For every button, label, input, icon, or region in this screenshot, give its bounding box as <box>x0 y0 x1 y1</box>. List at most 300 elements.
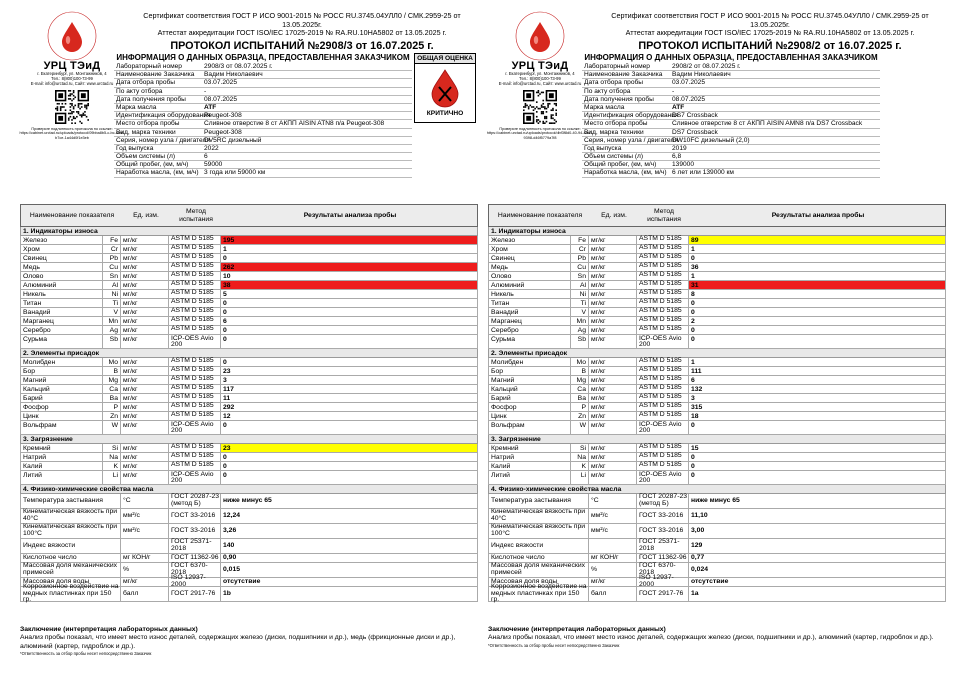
test-method: ГОСТ 11362-96 <box>637 554 689 562</box>
result-value: 195 <box>221 236 477 244</box>
result-value: 11 <box>223 395 231 402</box>
table-row <box>488 494 946 509</box>
element-symbol: Al <box>103 281 121 289</box>
unit: мг/кг <box>589 403 637 411</box>
test-method: ASTM D 5185 <box>169 263 221 271</box>
result-value: 0 <box>223 309 227 316</box>
element-symbol: Ti <box>103 299 121 307</box>
test-method: ASTM D 5185 <box>637 412 689 420</box>
unit: мг/кг <box>589 471 637 484</box>
col-unit: Ед. изм. <box>133 211 159 219</box>
unit: % <box>121 563 169 577</box>
table-row <box>488 524 946 539</box>
table-row <box>488 403 946 412</box>
lab-logo-icon <box>514 10 566 62</box>
unit: мг/кг <box>589 272 637 280</box>
unit: мг/кг <box>589 462 637 470</box>
cert-accreditation: Аттестат аккредитации ГОСТ ISO/IEC 17025-2019 № RA.RU.10НА5802 от 13.05.2025 г. <box>157 28 447 38</box>
unit: мг/кг <box>121 403 169 411</box>
sample-info-key: Дата получения пробы <box>116 95 186 103</box>
sample-info-row <box>582 145 880 153</box>
element-symbol: P <box>571 403 589 411</box>
indicator-name: Марганец <box>21 317 103 325</box>
sample-info-header: ИНФОРМАЦИЯ О ДАННЫХ ОБРАЗЦА, ПРЕДОСТАВЛЕННАЯ ЗАКАЗЧИКОМ <box>116 53 410 62</box>
table-row <box>20 263 478 272</box>
table-row <box>20 358 478 367</box>
lab-address: г. Екатеринбург, ул. Монтажников, 4 <box>505 71 575 76</box>
result-value: 36 <box>691 264 699 271</box>
cert-accreditation: Аттестат аккредитации ГОСТ ISO/IEC 17025-2019 № RA.RU.10НА5802 от 13.05.2025 г. <box>625 28 915 38</box>
indicator-name: Олово <box>21 272 103 280</box>
element-symbol: Ba <box>571 394 589 402</box>
test-method: ASTM D 5185 <box>637 272 689 280</box>
table-row <box>20 376 478 385</box>
result-value: 23 <box>221 444 477 452</box>
test-method: ASTM D 5185 <box>169 281 221 289</box>
result-value: 6 <box>223 318 227 325</box>
test-method: ASTM D 5185 <box>637 376 689 384</box>
result-value: 0,90 <box>223 553 237 561</box>
result-value: 3 <box>223 377 227 384</box>
section-header: 1. Индикаторы износа <box>488 227 946 236</box>
sample-info-table <box>114 63 412 178</box>
element-symbol: Na <box>571 453 589 461</box>
table-row <box>20 272 478 281</box>
indicator-name: Литий <box>489 471 571 484</box>
indicator-name: Бор <box>21 367 103 375</box>
result-value: ниже минус 65 <box>691 496 740 504</box>
sample-info-key: Дата получения пробы <box>584 95 654 103</box>
indicator-name: Олово <box>489 272 571 280</box>
indicator-name: Кинематическая вязкость при 40°C <box>489 509 589 523</box>
result-value: 0,77 <box>691 553 705 561</box>
sample-info-header: ИНФОРМАЦИЯ О ДАННЫХ ОБРАЗЦА, ПРЕДОСТАВЛЕННАЯ ЗАКАЗЧИКОМ <box>584 53 878 62</box>
result-value: 3,00 <box>691 526 705 534</box>
table-row <box>488 245 946 254</box>
unit: мг/кг <box>121 394 169 402</box>
sample-info-value: Сливное отверстие 8 ст АКПП AISIN ATN8 п/а Peugeot-308 <box>204 120 385 128</box>
results-table <box>488 204 946 602</box>
sample-info-key: По акту отбора <box>116 87 163 95</box>
element-symbol: Cu <box>103 263 121 271</box>
test-method: ASTM D 5185 <box>169 290 221 298</box>
element-symbol: Ag <box>103 326 121 334</box>
element-symbol: V <box>103 308 121 316</box>
element-symbol: B <box>103 367 121 375</box>
sample-info-value: Вадим Николаевич <box>672 71 731 79</box>
lab-phone: Тел.: 8(800)100-73-99 <box>519 76 561 81</box>
result-value: 262 <box>221 263 477 271</box>
table-row <box>488 317 946 326</box>
test-method: ASTM D 5185 <box>169 367 221 375</box>
test-method: ASTM D 5185 <box>169 394 221 402</box>
indicator-name: Никель <box>21 290 103 298</box>
result-value: 0,015 <box>223 565 241 573</box>
result-value: 315 <box>691 404 703 411</box>
section-header: 2. Элементы присадок <box>488 349 946 358</box>
protocol-2908-2 <box>486 0 948 679</box>
test-method: ASTM D 5185 <box>637 263 689 271</box>
indicator-name: Кальций <box>21 385 103 393</box>
conclusion-title: Заключение (интерпретация лабораторных данных) <box>20 626 198 633</box>
sample-info-row <box>582 63 880 71</box>
sample-info-key: Идентификация оборудования <box>116 112 211 120</box>
test-method: ICP-OES Avio 200 <box>637 471 689 484</box>
test-method: ГОСТ 25371-2018 <box>169 539 221 553</box>
indicator-name: Кремний <box>21 444 103 452</box>
result-value: 0 <box>691 472 695 479</box>
table-row <box>20 509 478 524</box>
indicator-name: Титан <box>21 299 103 307</box>
indicator-name: Кислотное число <box>489 554 589 562</box>
result-value: 140 <box>223 541 235 549</box>
table-row <box>488 444 946 453</box>
test-method: ASTM D 5185 <box>169 299 221 307</box>
verify-link[interactable]: https://cabinet.urctad.ru/uploads/protocol/09bba8b5-c-bc-4bfd-b7ce-1a44d0f1e3eb <box>19 131 125 140</box>
unit: мг/кг <box>121 317 169 325</box>
sample-info-value: 2019 <box>672 144 687 152</box>
result-value: 0 <box>223 454 227 461</box>
result-value: 11,10 <box>691 511 708 519</box>
unit: мг/кг <box>121 272 169 280</box>
indicator-name: Серебро <box>489 326 571 334</box>
result-value: 0 <box>691 463 695 470</box>
section-header: 1. Индикаторы износа <box>20 227 478 236</box>
conclusion-title: Заключение (интерпретация лабораторных данных) <box>488 626 666 633</box>
test-method: ASTM D 5185 <box>169 412 221 420</box>
indicator-name: Вольфрам <box>489 421 571 434</box>
unit: мг/кг <box>589 281 637 289</box>
sample-info-key: Место отбора пробы <box>116 120 180 128</box>
indicator-name: Серебро <box>21 326 103 334</box>
test-method: ASTM D 5185 <box>637 317 689 325</box>
test-method: ГОСТ 6370-2018 <box>637 563 689 577</box>
protocol-title: ПРОТОКОЛ ИСПЫТАНИЙ №2908/3 от 16.07.2025 г. <box>170 40 434 52</box>
sample-info-row <box>582 120 880 128</box>
indicator-name: Свинец <box>489 254 571 262</box>
result-value: 0 <box>691 422 695 429</box>
lab-block <box>486 10 594 140</box>
results-table <box>20 204 478 602</box>
sample-info-value: - <box>204 87 207 95</box>
result-value: 0 <box>223 463 227 470</box>
certificates <box>596 12 944 38</box>
test-method: ASTM D 5185 <box>637 326 689 334</box>
result-value: 0 <box>223 422 227 429</box>
result-value: 0 <box>223 472 227 479</box>
test-method: ГОСТ 2917-76 <box>637 587 689 601</box>
table-row <box>488 509 946 524</box>
result-value: 15 <box>691 445 699 452</box>
indicator-name: Свинец <box>21 254 103 262</box>
test-method: ASTM D 5185 <box>637 462 689 470</box>
result-value: 129 <box>691 541 703 549</box>
unit: мг/кг <box>589 335 637 348</box>
test-method: ASTM D 5185 <box>637 245 689 253</box>
table-row <box>20 582 478 604</box>
col-method: Метод испытания <box>647 207 681 223</box>
table-row <box>488 308 946 317</box>
table-row <box>20 394 478 403</box>
unit: мг/кг <box>121 462 169 470</box>
unit: мг/кг <box>121 358 169 366</box>
test-method: ASTM D 5185 <box>169 236 221 244</box>
sample-info-key: Наработка масла, (км, м/ч) <box>584 169 667 177</box>
unit: мг/кг <box>589 444 637 452</box>
result-value: 0 <box>691 309 695 316</box>
element-symbol: Mg <box>571 376 589 384</box>
verify-link[interactable]: https://cabinet.urctad.ru/uploads/protocol/dbf3f8d0-40-94-4aa3-9398-d46f5779a7f8 <box>486 131 594 140</box>
sample-info-key: Дата отбора пробы <box>116 79 176 87</box>
unit: мг/кг <box>121 421 169 434</box>
sample-info-row <box>114 137 412 145</box>
test-method: ГОСТ 20287-23 (метод Б) <box>171 493 220 507</box>
unit: мг/кг <box>589 412 637 420</box>
element-symbol: Mo <box>103 358 121 366</box>
sample-info-key: Вид, марка техники <box>584 128 644 136</box>
table-row <box>488 236 946 245</box>
indicator-name: Массовая доля воды <box>489 578 589 586</box>
table-row <box>20 254 478 263</box>
test-method: ГОСТ 2917-76 <box>169 587 221 601</box>
sample-info-value: DV5RC дизельный <box>204 136 262 144</box>
result-value: 0 <box>223 359 227 366</box>
sample-info-value: 6 лет или 139000 км <box>672 169 734 177</box>
result-value: 89 <box>689 236 945 244</box>
result-value: 23 <box>223 368 231 375</box>
unit: мг/кг <box>589 394 637 402</box>
test-method: ASTM D 5185 <box>637 308 689 316</box>
results-body <box>20 227 478 602</box>
test-method: ГОСТ 33-2016 <box>169 524 221 538</box>
lab-block <box>18 10 126 140</box>
indicator-name: Кислотное число <box>21 554 121 562</box>
element-symbol: Al <box>571 281 589 289</box>
element-symbol: W <box>571 421 589 434</box>
indicator-name: Натрий <box>489 453 571 461</box>
sample-info-value: Сливное отверстие 8 ст АКПП AISIN AMN8 п/а DS7 Crossback <box>672 120 863 128</box>
result-value: 1 <box>223 246 227 253</box>
sample-info-row <box>114 169 412 177</box>
indicator-name: Железо <box>489 236 571 244</box>
test-method: ASTM D 5185 <box>169 358 221 366</box>
indicator-name: Массовая доля механических примесей <box>21 563 121 577</box>
indicator-name: Молибден <box>21 358 103 366</box>
element-symbol: Sn <box>103 272 121 280</box>
indicator-name: Никель <box>489 290 571 298</box>
table-row <box>488 412 946 421</box>
unit: мг/кг <box>121 376 169 384</box>
table-row <box>20 317 478 326</box>
sample-info-value: DW10FC дизельный (2,0) <box>672 136 750 144</box>
result-value: 117 <box>223 386 234 393</box>
unit: мг/кг <box>121 385 169 393</box>
sample-info-value: 08.07.2025 <box>672 95 706 103</box>
element-symbol: Sb <box>571 335 589 348</box>
test-method: ASTM D 5185 <box>169 326 221 334</box>
result-value: 8 <box>691 291 695 298</box>
sample-info-row <box>114 145 412 153</box>
test-method: ICP-OES Avio 200 <box>637 335 689 348</box>
test-method: ASTM D 5185 <box>169 444 221 452</box>
unit: мг/кг <box>121 367 169 375</box>
sample-info-row <box>582 79 880 87</box>
table-row <box>20 421 478 435</box>
unit: мг/кг <box>589 385 637 393</box>
table-row <box>20 412 478 421</box>
indicator-name: Барий <box>489 394 571 402</box>
table-row <box>20 236 478 245</box>
sample-info-value: 03.07.2025 <box>204 79 238 87</box>
test-method: ASTM D 5185 <box>169 403 221 411</box>
cert-iso: Сертификат соответствия ГОСТ Р ИСО 9001-2015 № РОСС RU.3745.04УЛЛ0 / СМК.2959-25 от 13.05.2025г. <box>143 11 461 29</box>
element-symbol: Fe <box>571 236 589 244</box>
indicator-name: Массовая доля воды <box>21 578 121 586</box>
col-name: Наименование показателя <box>29 211 115 219</box>
element-symbol: Li <box>571 471 589 484</box>
test-method: ASTM D 5185 <box>169 462 221 470</box>
sample-info-value: 59000 <box>204 161 223 169</box>
test-method: ASTM D 5185 <box>637 299 689 307</box>
indicator-name: Температура застывания <box>489 494 589 508</box>
sample-info-value: 08.07.2025 <box>204 95 238 103</box>
unit: мг/кг <box>121 578 169 586</box>
unit: мм²/с <box>121 524 169 538</box>
element-symbol: Cu <box>571 263 589 271</box>
table-row <box>20 245 478 254</box>
test-method: ISO 12937-2000 <box>637 578 689 586</box>
element-symbol: Mn <box>571 317 589 325</box>
test-method: ASTM D 5185 <box>637 281 689 289</box>
sample-info-row <box>114 120 412 128</box>
unit: мг/кг <box>589 453 637 461</box>
sample-info-value: 2022 <box>204 144 219 152</box>
qr-code-icon <box>523 90 557 124</box>
result-value: 38 <box>221 281 477 289</box>
result-value: 0 <box>223 255 227 262</box>
result-value: 0 <box>691 300 695 307</box>
result-value: 0 <box>223 327 227 334</box>
indicator-name: Магний <box>489 376 571 384</box>
sample-info-row <box>114 88 412 96</box>
unit: % <box>589 563 637 577</box>
sample-info-row <box>582 137 880 145</box>
test-method: ASTM D 5185 <box>637 290 689 298</box>
table-row <box>488 367 946 376</box>
result-value: 6 <box>691 377 695 384</box>
sample-info-value: 6,8 <box>672 153 682 161</box>
sample-info-value: 2908/2 от 08.07.2025 г. <box>672 63 741 70</box>
unit: мг/кг <box>121 444 169 452</box>
unit: мм²/с <box>121 509 169 523</box>
indicator-name: Цинк <box>21 412 103 420</box>
indicator-name: Калий <box>489 462 571 470</box>
table-row <box>20 524 478 539</box>
sample-info-key: Серия, номер узла / двигателя <box>584 136 678 144</box>
table-row <box>20 403 478 412</box>
unit: мг/кг <box>121 281 169 289</box>
sample-info-key: Дата отбора пробы <box>584 79 644 87</box>
result-value: 0 <box>691 327 695 334</box>
result-value: 3,26 <box>223 526 237 534</box>
unit: мг/кг <box>589 263 637 271</box>
result-value: 0 <box>691 454 695 461</box>
test-method: ASTM D 5185 <box>637 236 689 244</box>
sample-info-table <box>582 63 880 178</box>
result-value: 1a <box>691 589 699 597</box>
element-symbol: Pb <box>103 254 121 262</box>
indicator-name: Массовая доля механических примесей <box>489 563 589 577</box>
cert-iso: Сертификат соответствия ГОСТ Р ИСО 9001-2015 № РОСС RU.3745.04УЛЛ0 / СМК.2959-25 от 13.05.2025г. <box>611 11 929 29</box>
indicator-name: Коррозионное воздействие на медных пластинках при 150 гр. <box>21 587 121 601</box>
critical-drop-icon <box>430 69 460 107</box>
table-row <box>20 299 478 308</box>
table-row <box>20 563 478 578</box>
table-row <box>20 494 478 509</box>
result-value: 0 <box>691 255 695 262</box>
table-row <box>488 326 946 335</box>
sample-info-value: DS7 Crossback <box>672 128 718 136</box>
sample-info-key: Наработка масла, (км, м/ч) <box>116 169 199 177</box>
element-symbol: Cr <box>103 245 121 253</box>
lab-contacts: E-mail: info@urctad.ru, Сайт: www.urctad.ru <box>30 81 114 86</box>
unit: °C <box>589 494 637 508</box>
element-symbol: Ni <box>571 290 589 298</box>
element-symbol: Li <box>103 471 121 484</box>
sample-info-value: Peugeot-308 <box>204 112 242 120</box>
sample-info-value: 3 года или 59000 км <box>204 169 266 177</box>
element-symbol: Ni <box>103 290 121 298</box>
result-value: 1 <box>691 246 695 253</box>
unit: мг/кг <box>121 245 169 253</box>
sample-info-key: По акту отбора <box>584 87 631 95</box>
table-row <box>488 462 946 471</box>
test-method: ICP-OES Avio 200 <box>169 421 221 434</box>
indicator-name: Марганец <box>489 317 571 325</box>
unit: мг/кг <box>121 299 169 307</box>
overall-header: ОБЩАЯ ОЦЕНКА <box>415 54 475 64</box>
sample-info-key: Лабораторный номер <box>116 63 182 70</box>
indicator-name: Коррозионное воздействие на медных пластинках при 150 гр. <box>489 587 589 601</box>
indicator-name: Барий <box>21 394 103 402</box>
sample-info-value: DS7 Crossback <box>672 112 718 120</box>
indicator-name: Медь <box>21 263 103 271</box>
test-method: ГОСТ 33-2016 <box>169 509 221 523</box>
indicator-name: Литий <box>21 471 103 484</box>
element-symbol: Sn <box>571 272 589 280</box>
table-row <box>488 539 946 554</box>
test-method: ASTM D 5185 <box>637 367 689 375</box>
table-row <box>488 281 946 290</box>
result-value: 12 <box>223 413 231 420</box>
test-method: ASTM D 5185 <box>637 453 689 461</box>
table-row <box>20 326 478 335</box>
unit: мг/кг <box>121 326 169 334</box>
indicator-name: Кальций <box>489 385 571 393</box>
sample-info-key: Вид, марка техники <box>116 128 176 136</box>
result-value: 0,024 <box>691 565 709 573</box>
test-method: ICP-OES Avio 200 <box>169 335 221 348</box>
lab-phone: Тел.: 8(800)100-73-99 <box>51 76 93 81</box>
result-value: 2 <box>691 318 695 325</box>
result-value: отсутствие <box>691 577 729 585</box>
test-method: ASTM D 5185 <box>169 453 221 461</box>
indicator-name: Ванадий <box>489 308 571 316</box>
element-symbol: Ba <box>103 394 121 402</box>
conclusion <box>20 626 478 657</box>
section-header: 3. Загрязнение <box>20 435 478 444</box>
test-method: ASTM D 5185 <box>637 394 689 402</box>
